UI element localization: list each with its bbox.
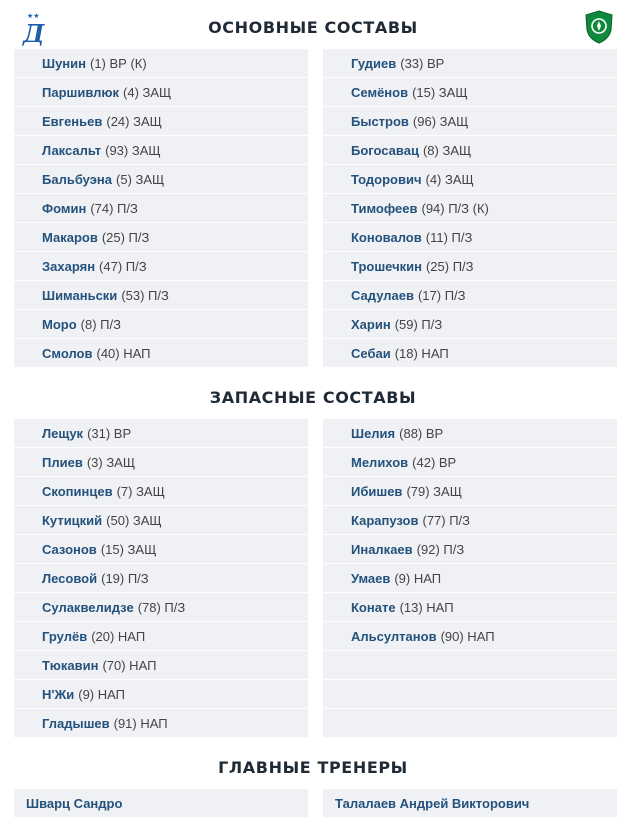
player-number-position: (7) ЗАЩ [116, 483, 165, 499]
player-row [323, 419, 617, 447]
player-number-position: (42) ВР [412, 454, 457, 470]
player-row [323, 477, 617, 505]
player-name-link[interactable]: Грулёв [42, 628, 88, 644]
player-name-link[interactable]: Сазонов [42, 541, 97, 557]
player-number-position: (33) ВР [400, 55, 445, 71]
player-number-position: (91) НАП [113, 715, 168, 731]
player-name-link[interactable]: Конате [351, 599, 396, 615]
player-row [14, 506, 308, 534]
player-number-position: (18) НАП [394, 345, 449, 361]
player-number-position: (96) ЗАЩ [412, 113, 469, 129]
main-home-list [14, 49, 308, 368]
player-number-position: (4) ЗАЩ [425, 171, 474, 187]
player-name-link[interactable]: Коновалов [351, 229, 422, 245]
player-name-link[interactable]: Лаксальт [42, 142, 102, 158]
player-row [323, 622, 617, 650]
player-number-position: (8) ЗАЩ [422, 142, 472, 158]
player-number-position: (47) П/З [99, 258, 147, 274]
player-name-link[interactable]: Трошечкин [351, 258, 422, 274]
player-number-position: (25) П/З [425, 258, 474, 274]
player-number-position: (74) П/З [90, 200, 138, 216]
player-number-position: (11) П/З [425, 229, 473, 245]
home-coach-name[interactable]: Шварц Сандро [26, 795, 123, 811]
player-row [323, 448, 617, 476]
player-number-position: (94) П/З (К) [421, 200, 489, 216]
player-number-position: (1) ВР (К) [90, 55, 147, 71]
player-name-link[interactable]: Ибишев [351, 483, 403, 499]
player-number-position: (40) НАП [96, 345, 151, 361]
player-number-position: (19) П/З [101, 570, 149, 586]
player-row [14, 593, 308, 621]
player-number-position: (93) ЗАЩ [105, 142, 161, 158]
main-away-list [323, 49, 617, 368]
player-name-link[interactable]: Себаи [351, 345, 391, 361]
player-number-position: (4) ЗАЩ [123, 84, 172, 100]
player-name-link[interactable]: Садулаев [351, 287, 414, 303]
player-row [14, 136, 308, 164]
player-number-position: (92) П/З [416, 541, 465, 557]
player-number-position: (50) ЗАЩ [106, 512, 162, 528]
player-name-link[interactable]: Фомин [42, 200, 87, 216]
player-name-link[interactable]: Харин [351, 316, 391, 332]
player-number-position: (90) НАП [440, 628, 495, 644]
player-name-link[interactable]: Бальбуэна [42, 171, 113, 187]
player-row [323, 339, 617, 367]
subs-home-list [14, 419, 308, 738]
player-name-link[interactable]: Семёнов [351, 84, 409, 100]
subs-away-list [323, 419, 617, 738]
player-number-position: (13) НАП [399, 599, 454, 615]
player-name-link[interactable]: Паршивлюк [42, 84, 120, 100]
player-number-position: (24) ЗАЩ [106, 113, 162, 129]
subs-lineups-title: ЗАПАСНЫЕ СОСТАВЫ [209, 388, 417, 407]
player-name-link[interactable]: Н'Жи [42, 686, 75, 702]
player-number-position: (20) НАП [91, 628, 146, 644]
player-row [14, 252, 308, 280]
coaches-title: ГЛАВНЫЕ ТРЕНЕРЫ [218, 758, 408, 777]
player-name-link[interactable]: Смолов [42, 345, 93, 361]
player-row [14, 310, 308, 338]
player-number-position: (15) ЗАЩ [412, 84, 468, 100]
away-coach-name[interactable]: Талалаев Андрей Викторович [335, 795, 530, 811]
player-name-link[interactable]: Лещук [42, 425, 84, 441]
player-row [14, 419, 308, 447]
player-name-link[interactable]: Тодорович [351, 171, 422, 187]
player-row [323, 310, 617, 338]
player-name-link[interactable]: Шелия [351, 425, 396, 441]
player-row [14, 107, 308, 135]
svg-text:★★: ★★ [27, 12, 40, 20]
empty-row [323, 651, 617, 679]
player-row [14, 49, 308, 77]
player-number-position: (77) П/З [422, 512, 471, 528]
player-row [323, 107, 617, 135]
player-number-position: (53) П/З [121, 287, 169, 303]
player-name-link[interactable]: Захарян [42, 258, 96, 274]
main-lineups-title: ОСНОВНЫЕ СОСТАВЫ [208, 18, 418, 37]
player-number-position: (25) П/З [101, 229, 150, 245]
svg-text:Д: Д [23, 19, 45, 46]
player-name-link[interactable]: Кутицкий [42, 512, 103, 528]
player-row [14, 622, 308, 650]
player-name-link[interactable]: Моро [42, 316, 77, 332]
player-name-link[interactable]: Шунин [42, 55, 86, 71]
player-row [14, 78, 308, 106]
player-row [14, 194, 308, 222]
player-number-position: (3) ЗАЩ [86, 454, 136, 470]
player-row [14, 535, 308, 563]
player-name-link[interactable]: Макаров [42, 229, 98, 245]
player-row [323, 564, 617, 592]
away-coach-row [323, 789, 617, 817]
player-number-position: (15) ЗАЩ [100, 541, 157, 557]
player-row [14, 564, 308, 592]
player-name-link[interactable]: Мелихов [351, 454, 409, 470]
player-row [323, 593, 617, 621]
player-row [323, 136, 617, 164]
player-row [323, 194, 617, 222]
player-name-link[interactable]: Гладышев [42, 715, 110, 731]
home-coach-row [14, 789, 308, 817]
player-number-position: (70) НАП [102, 657, 157, 673]
player-row [323, 281, 617, 309]
player-number-position: (8) П/З [80, 316, 121, 332]
player-row [323, 252, 617, 280]
player-row [14, 223, 308, 251]
empty-row [323, 709, 617, 737]
player-name-link[interactable]: Шиманьски [42, 287, 118, 303]
player-number-position: (88) ВР [399, 425, 444, 441]
player-row [323, 165, 617, 193]
player-name-link[interactable]: Сулаквелидзе [42, 599, 134, 615]
player-row [14, 281, 308, 309]
player-row [323, 506, 617, 534]
player-row [14, 680, 308, 708]
player-name-link[interactable]: Лесовой [42, 570, 98, 586]
player-row [14, 448, 308, 476]
player-name-link[interactable]: Альсултанов [351, 628, 437, 644]
player-name-link[interactable]: Скопинцев [42, 483, 113, 499]
player-number-position: (9) НАП [78, 686, 125, 702]
player-number-position: (31) ВР [87, 425, 132, 441]
player-row [323, 535, 617, 563]
player-number-position: (9) НАП [394, 570, 442, 586]
player-name-link[interactable]: Карапузов [351, 512, 419, 528]
player-number-position: (59) П/З [394, 316, 443, 332]
player-row [323, 223, 617, 251]
player-name-link[interactable]: Тимофеев [351, 200, 418, 216]
player-name-link[interactable]: Умаев [351, 570, 391, 586]
player-number-position: (78) П/З [137, 599, 186, 615]
player-name-link[interactable]: Быстров [351, 113, 409, 129]
player-row [14, 477, 308, 505]
player-name-link[interactable]: Евгеньев [42, 113, 103, 129]
player-row [323, 78, 617, 106]
player-name-link[interactable]: Богосавац [351, 142, 419, 158]
player-row [14, 651, 308, 679]
player-name-link[interactable]: Иналкаев [351, 541, 413, 557]
player-row [323, 49, 617, 77]
player-row [14, 709, 308, 737]
player-name-link[interactable]: Тюкавин [42, 657, 99, 673]
empty-row [323, 680, 617, 708]
player-number-position: (79) ЗАЩ [406, 483, 462, 499]
player-number-position: (5) ЗАЩ [116, 171, 165, 187]
player-row [14, 339, 308, 367]
player-name-link[interactable]: Плиев [42, 454, 83, 470]
player-row [14, 165, 308, 193]
player-number-position: (17) П/З [417, 287, 466, 303]
player-name-link[interactable]: Гудиев [351, 55, 397, 71]
